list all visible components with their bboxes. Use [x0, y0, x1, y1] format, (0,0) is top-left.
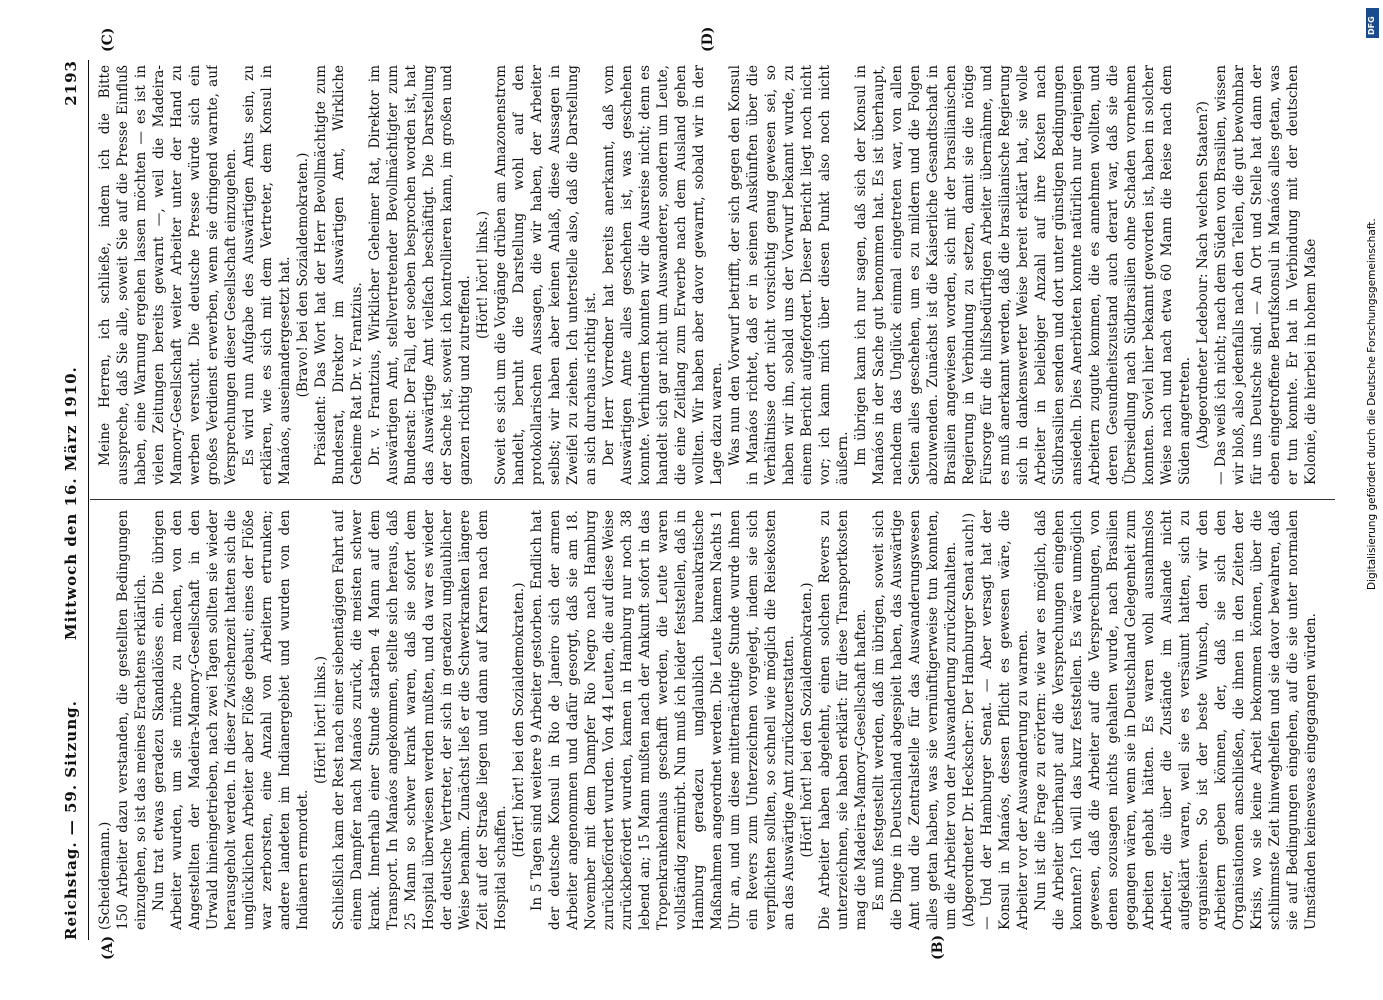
- left-column-paragraph: (Hört! hört! links.): [313, 655, 329, 785]
- right-column-paragraph: (Bravo! bei den Sozialdemokraten.): [295, 152, 311, 398]
- right-column-paragraph: Präsident: Das Wort hat der Herr Bevollmächtigte zum Bundesrat, Direktor im Auswärtigen Amt, Wirkliche Geheime Rat Dr. v. Frantzius.: [313, 65, 365, 485]
- right-column-paragraph: Was nun den Vorwurf betrifft, der sich gegen den Konsul in Manáos richtet, daß er in seinen Auskünften über die Verhältnisse dort nicht vorsichtig genug gewesen sei, so haben wir ihn, sobald uns der Vorwurf bekannt wurde, zu einem Bericht aufgefordert. Dieser Bericht liegt noch nicht vor; ich kann mich über diesen Punkt also noch nicht äußern.: [727, 65, 851, 485]
- margin-marker-c: (C): [100, 27, 116, 52]
- left-column-paragraph: In 5 Tagen sind weitere 9 Arbeiter gestorben. Endlich hat der deutsche Konsul in Rio de Janeiro sich der armen Arbeiter angenommen und dafür gesorgt, daß sie am 18. November mit dem Dampfer Rio Negro nach Hamburg zurückbefördert wurden. Von 44 Leuten, die auf diese Weise zurückbefördert wurden, kamen in Hamburg nur noch 38 lebend an; 15 Mann mußten nach der Ankunft sofort in das Tropenkrankenhaus geschafft werden, die Leute waren vollständig zermürbt. Nun muß ich leider feststellen, daß in Hamburg geradezu unglaublich bureaukratische Maßnahmen angeordnet werden. Die Leute kamen Nachts 1 Uhr an, und um diese mitternächtige Stunde wurde ihnen ein Revers zum Unterzeichnen vorgelegt, indem sie sich verpflichten sollten, so schnell wie möglich die Reisekosten an das Auswärtige Amt zurückzuerstatten.: [529, 510, 797, 930]
- right-column-paragraph: (Hört! hört! links.): [475, 210, 491, 340]
- right-column-paragraph: Meine Herren, ich schließe, indem ich die Bitte ausspreche, daß Sie alle, soweit Sie auf die Presse Einfluß haben, eine Warnung ergehen lassen möchten — es ist in vielen Zeitungen bereits gewarnt —, weil die Madeira-Mamory-Gesellschaft weiter Arbeiter unter der Hand zu werben versucht. Die deutsche Presse würde sich ein großes Verdienst erwerben, wenn sie dringend warnte, auf Versprechungen dieser Gesellschaft einzugehen.: [97, 65, 239, 485]
- header-rule: [88, 60, 89, 940]
- left-column-paragraph: Nun trat etwas geradezu Skandalöses ein. Die übrigen Arbeiter wurden, um sie mürbe zu machen, von den Angestellten der Madeira-Mamory-Gesellschaft in den Urwald hineingetrieben, nach zwei Tagen sollten sie wieder herausgeholt werden. In dieser Zwischenzeit hatten sich die unglücklichen Arbeiter aber Flöße gebaut; eines der Flöße war zerborsten, eine Anzahl von Arbeitern ertrunken; andere landeten im Indianergebiet und wurden von den Indianern ermordet.: [151, 510, 311, 930]
- left-column: [96, 510, 1336, 930]
- dfg-logo: DFG: [1366, 8, 1379, 38]
- right-column-paragraph: Der Herr Vorredner hat bereits anerkannt, daß vom Auswärtigen Amte alles geschehen ist, was geschehen konnte. Verhindern konnten wir die Ausreise nicht; denn es handelt sich gar nicht um Auswanderer, sondern um Leute, die eine Zeitlang zum Erwerbe nach dem Ausland gehen wollten. Wir haben aber davor gewarnt, sobald wir in der Lage dazu waren.: [601, 65, 725, 485]
- left-column-paragraph: (Scheidemann.): [97, 821, 113, 930]
- left-column-paragraph: (Hört! hört! bei den Sozialdemokraten.): [799, 582, 815, 858]
- right-column: [96, 65, 1336, 485]
- right-column-paragraph: — Das weiß ich nicht; nach dem Süden von Brasilien, wissen wir bloß, also jedenfalls nach den Teilen, die gut bewohnbar für uns Deutsche sind. — An Ort und Stelle hat dann der eben eingetroffene Berufskonsul in Manáos alles getan, was er tun konnte. Er hat in Verbindung mit der deutschen Kolonie, die hierbei in hohem Maße: [1213, 65, 1319, 485]
- margin-marker-d: (D): [700, 26, 716, 52]
- right-column-paragraph: Dr. v. Frantzius, Wirklicher Geheimer Rat, Direktor im Auswärtigen Amt, stellvertretender Bevollmächtigter zum Bundesrat: Der Fall, der soeben besprochen worden ist, hat das Auswärtige Amt vielfach beschäftigt. Die Darstellung der Sache ist, soweit ich kontrollieren kann, im großen und ganzen richtig und zutreffend.: [367, 65, 473, 485]
- right-column-paragraph: Soweit es sich um die Vorgänge drüben am Amazonenstrom handelt, beruht die Darstellung wohl auf den protokollarischen Aussagen, die wir haben, der Arbeiter selbst; wir haben aber keinen Anlaß, diese Aussagen in Zweifel zu ziehen. Ich unterstelle also, daß die Darstellung an sich durchaus richtig ist.: [493, 65, 599, 485]
- margin-marker-a: (A): [100, 935, 116, 960]
- left-column-paragraph: Die Arbeiter haben abgelehnt, einen solchen Revers zu unterzeichnen, sie haben erklärt: für diese Transportkosten mag die Madeira-Mamory-Gesellschaft haften.: [817, 510, 869, 930]
- running-header: [62, 60, 86, 940]
- right-column-paragraph: Es wird nun Aufgabe des Auswärtigen Amts sein, zu erklären, wie es sich mit dem Vertreter, dem Konsul in Manáos, auseinandergesetzt hat.: [241, 65, 293, 485]
- header-date: Mittwoch den 16. März 1910.: [62, 366, 80, 640]
- left-column-paragraph: 150 Arbeiter dazu verstanden, die gestellten Bedingungen einzugehen, so ist das meines Erachtens erklärlich.: [115, 510, 149, 930]
- right-column-paragraph: Im übrigen kann ich nur sagen, daß sich der Konsul in Manáos in der Sache gut benommen hat. Es ist überhaupt, nachdem das Unglück einmal eingetreten war, von allen Seiten alles geschehen, um es zu mildern und die Folgen abzuwenden. Zunächst ist die Kaiserliche Gesandtschaft in Brasilien angewiesen worden, sich mit der brasilianischen Regierung in Verbindung zu setzen, damit sie die nötige Fürsorge für die hilfsbedürftigen Arbeiter übernähme, und es muß anerkannt werden, daß die brasilianische Regierung sich in dankenswerter Weise bereit erklärt hat, sie wolle Arbeiter in beliebiger Anzahl auf ihre Kosten nach Südbrasilien senden und dort unter günstigen Bedingungen ansiedeln. Dies Anerbieten konnte natürlich nur denjenigen Arbeitern zugute kommen, die es annehmen wollten, und deren Gesundheitszustand auch derart war, daß sie die Übersiedlung nach Südbrasilien ohne Schaden vornehmen konnten. Soviel hier bekannt geworden ist, haben in solcher Weise nach und nach etwa 60 Mann die Reise nach dem Süden angetreten.: [853, 65, 1193, 485]
- header-left: Reichstag. — 59. Sitzung.: [62, 700, 80, 940]
- left-column-paragraph: — Und der Hamburger Senat. — Aber versagt hat der Konsul in Manáos, dessen Pflicht es gewesen wäre, die Arbeiter vor der Auswanderung zu warnen.: [979, 510, 1031, 930]
- left-column-paragraph: (Abgeordneter Dr. Heckscher: Der Hamburger Senat auch!): [961, 512, 977, 928]
- digitization-note: Digitalisierung gefördert durch die Deutsche Forschungsgemeinschaft.: [1366, 218, 1378, 590]
- left-column-paragraph: Es muß festgestellt werden, daß im übrigen, soweit sich die Dinge in Deutschland abgespielt haben, das Auswärtige Amt und die Zentralstelle für das Auswanderungswesen alles getan haben, was sie vernünftigerweise tun konnten, um die Arbeiter von der Auswanderung zurückzuhalten.: [871, 510, 959, 930]
- left-column-paragraph: Schließlich kam der Rest nach einer siebentägigen Fahrt auf einem Dampfer nach Manáos zurück, die meisten schwer krank. Innerhalb einer Stunde starben 4 Mann auf dem Transport. In Manáos angekommen, stellte sich heraus, daß 25 Mann so schwer krank waren, daß sie sofort dem Hospital überwiesen werden mußten, und da war es wieder der deutsche Vertreter, der sich in geradezu unglaublicher Weise benahm. Zunächst ließ er die Schwerkranken längere Zeit auf der Straße liegen und dann auf Karren nach dem Hospital schaffen.: [331, 510, 509, 930]
- column-divider: [90, 499, 1335, 500]
- page-number: 2193: [62, 60, 80, 106]
- left-column-paragraph: (Hört! hört! bei den Sozialdemokraten.): [511, 582, 527, 858]
- right-column-paragraph: (Abgeordneter Ledebour: Nach welchen Staaten?): [1195, 101, 1211, 449]
- margin-marker-b: (B): [930, 934, 946, 960]
- left-column-paragraph: Nun ist die Frage zu erörtern: wie war es möglich, daß die Arbeiter überhaupt auf die Versprechungen eingehen konnten? Ich will das kurz feststellen. Es wäre unmöglich gewesen, daß die Arbeiter auf die Versprechungen, von denen sozusagen nichts gehalten wurde, nach Brasilien gegangen wären, wenn sie in Deutschland Gelegenheit zum Arbeiten gehabt hätten. Es waren wohl ausnahmslos Arbeiter, die über die Zustände im Auslande nicht aufgeklärt waren, weil sie es versäumt hatten, sich zu organisieren. So ist der beste Wunsch, den wir den Arbeitern geben können, der, daß sie sich den Organisationen anschließen, die ihnen in den Zeiten der Krisis, wo sie keine Arbeit bekommen können, über die schlimmste Zeit hinweghelfen und sie davor bewahren, daß sie auf Bedingungen eingehen, auf die sie unter normalen Umständen keinesweas eingegangen würden.: [1033, 510, 1319, 930]
